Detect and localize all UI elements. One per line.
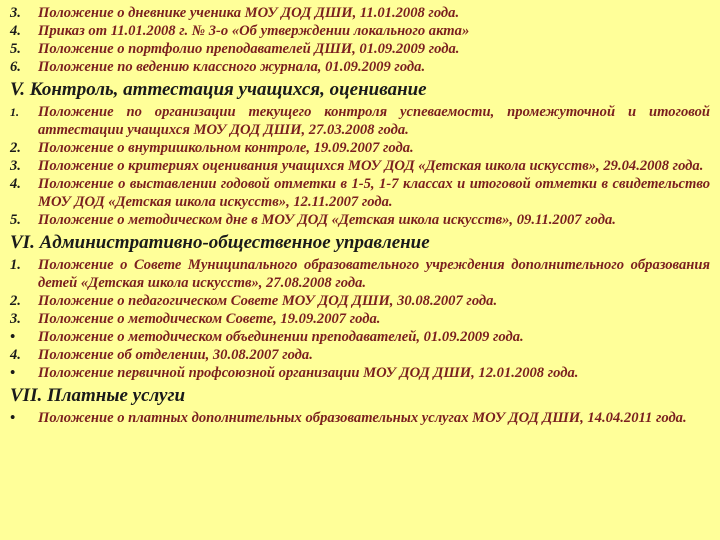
list-marker: 4. xyxy=(10,176,21,192)
list-item xyxy=(8,22,710,40)
list-item xyxy=(8,58,710,76)
list-item xyxy=(8,40,710,58)
list-item xyxy=(8,364,710,382)
list-item xyxy=(8,346,710,364)
list-marker: 2. xyxy=(10,293,21,309)
list-marker: 3. xyxy=(10,158,21,174)
list-marker: 6. xyxy=(10,59,21,75)
list-marker: • xyxy=(10,410,16,426)
list-marker: 3. xyxy=(10,5,21,21)
list-text: Положение о выставлении годовой отметки в 1-5, 1-7 классах и итоговой отметки в свидетельство МОУ ДОД «Детская школа искусств», 12.11.2007 года. xyxy=(38,176,710,210)
list-marker: • xyxy=(10,365,16,381)
list-text: Приказ от 11.01.2008 г. № 3-о «Об утверждении локального акта» xyxy=(38,23,470,39)
list-marker: 5. xyxy=(10,41,21,57)
list-item xyxy=(8,103,710,139)
list-item xyxy=(8,139,710,157)
list-marker: 4. xyxy=(10,347,21,363)
list-text: Положение о критериях оценивания учащихся МОУ ДОД «Детская школа искусств», 29.04.2008 года. xyxy=(38,158,704,174)
list-item xyxy=(8,4,710,22)
list-text: Положение о платных дополнительных образовательных услугах МОУ ДОД ДШИ, 14.04.2011 года. xyxy=(38,410,687,426)
list-text: Положение о Совете Муниципального образовательного учреждения дополнительного образования детей «Детская школа искусств», 27.08.2008 года. xyxy=(38,257,710,291)
list-marker: 5. xyxy=(10,212,21,228)
section-heading-7: VII. Платные услуги xyxy=(10,385,186,406)
section-6-list xyxy=(8,256,710,382)
list-marker: 1. xyxy=(10,257,21,273)
section-heading-5: V. Контроль, аттестация учащихся, оценивание xyxy=(10,79,427,100)
list-item xyxy=(8,211,710,229)
list-item xyxy=(8,157,710,175)
list-marker: • xyxy=(10,329,16,345)
section-7-list xyxy=(8,409,710,427)
list-text: Положение о педагогическом Совете МОУ ДОД ДШИ, 30.08.2007 года. xyxy=(38,293,498,309)
section-heading-6: VI. Административно-общественное управление xyxy=(10,232,430,253)
list-marker: 3. xyxy=(10,311,21,327)
list-text: Положение по организации текущего контроля успеваемости, промежуточной и итоговой аттестации учащихся МОУ ДОД ДШИ, 27.03.2008 года. xyxy=(38,104,710,138)
list-item xyxy=(8,292,710,310)
list-text: Положение о методическом дне в МОУ ДОД «Детская школа искусств», 09.11.2007 года. xyxy=(38,212,616,228)
list-item xyxy=(8,328,710,346)
list-text: Положение первичной профсоюзной организации МОУ ДОД ДШИ, 12.01.2008 года. xyxy=(38,365,579,381)
list-item xyxy=(8,175,710,211)
list-text: Положение об отделении, 30.08.2007 года. xyxy=(38,347,313,363)
list-a xyxy=(8,4,710,76)
list-text: Положение о методическом объединении преподавателей, 01.09.2009 года. xyxy=(38,329,524,345)
list-marker: 1. xyxy=(10,105,19,119)
list-text: Положение о портфолио преподавателей ДШИ, 01.09.2009 года. xyxy=(38,41,460,57)
section-5-list xyxy=(8,103,710,229)
list-text: Положение о дневнике ученика МОУ ДОД ДШИ, 11.01.2008 года. xyxy=(38,5,460,21)
list-item xyxy=(8,310,710,328)
list-marker: 4. xyxy=(10,23,21,39)
list-item xyxy=(8,256,710,292)
list-text: Положение о внутришкольном контроле, 19.09.2007 года. xyxy=(38,140,414,156)
list-text: Положение по ведению классного журнала, 01.09.2009 года. xyxy=(38,59,426,75)
list-item xyxy=(8,409,710,427)
list-text: Положение о методическом Совете, 19.09.2007 года. xyxy=(38,311,381,327)
list-marker: 2. xyxy=(10,140,21,156)
